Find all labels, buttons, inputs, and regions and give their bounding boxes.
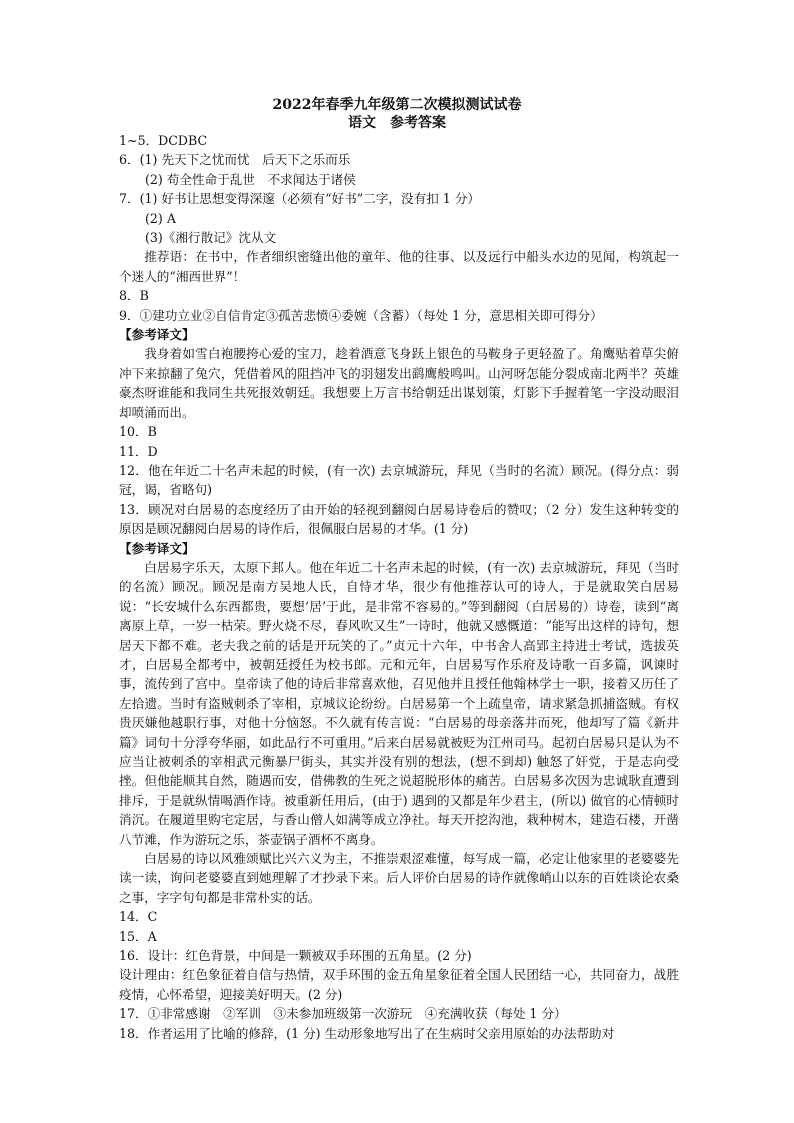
answer-16-reason: 设计理由：红色象征着自信与热情，双手环围的金五角星象征着全国人民团结一心，共同奋力，战胜疫情，心怀希望，迎接美好明天。(2 分) — [119, 967, 679, 1002]
answer-12: 12．他在年近二十名声未起的时候，(有一次) 去京城游玩，拜见（当时的名流）顾况。(得分点：弱冠，谒，省略句) — [119, 462, 679, 498]
answer-6-1: 6．(1) 先天下之忧而忧 后天下之乐而乐 — [119, 152, 351, 168]
reference-translation-heading-1: 【参考译文】 — [119, 327, 195, 343]
answer-content — [119, 131, 679, 1043]
answer-15: 15．A — [119, 928, 157, 944]
header — [0, 96, 794, 132]
answer-1-5: 1~5．DCDBC — [119, 133, 208, 148]
answer-9: 9．①建功立业②自信肯定③孤苦悲愤④委婉（含蓄）（每处 1 分，意思相关即可得分） — [119, 307, 603, 323]
answer-17: 17．①非常感谢 ②军训 ③未参加班级第一次游玩 ④充满收获（每处 1 分） — [119, 1006, 567, 1022]
answer-10: 10．B — [119, 424, 157, 440]
answer-8: 8．B — [119, 288, 149, 304]
answer-7-2: (2) A — [145, 210, 176, 226]
reference-translation-1: 我身着如雪白袍腰挎心爱的宝刀，趁着酒意飞身跃上银色的马鞍身子更轻盈了。角鹰贴着草尖俯冲下来掠翻了兔穴，凭借着风的阻挡冲飞的羽翅发出鹞鹰般鸣叫。山河呀怎能分裂成南北两半？英雄豪杰呀谁能和我同生共死报效朝廷。我想要上万言书给朝廷出谋划策，灯影下手握着笔一字没动眼泪却喷涌而出。 — [119, 346, 679, 420]
answer-18: 18．作者运用了比喻的修辞，(1 分) 生动形象地写出了在生病时父亲用原始的办法帮助对 — [119, 1025, 615, 1041]
answer-13: 13．顾况对白居易的态度经历了由开始的轻视到翻阅白居易诗卷后的赞叹；（2 分）发生这种转变的原因是顾况翻阅白居易的诗作后，很佩服白居易的才华。(1 分) — [119, 501, 679, 537]
answer-6-2: (2) 苟全性命于乱世 不求闻达于诸侯 — [145, 171, 356, 187]
reference-translation-2-para-2: 白居易的诗以风雅颂赋比兴六义为主，不推崇艰涩难懂，每写成一篇，必定让他家里的老婆婆先读一读，询问老婆婆直到她理解了才抄录下来。后人评价白居易的诗作就像峭山以东的百姓谈论农桑之事，字字句句都是非常朴实的话。 — [119, 851, 679, 905]
answer-11: 11．D — [119, 443, 158, 459]
answer-7-1: 7．(1) 好书让思想变得深邃（必须有“好书”二字，没有扣 1 分） — [119, 191, 481, 207]
reference-translation-heading-2: 【参考译文】 — [119, 540, 195, 556]
answer-16-design: 16．设计：红色背景，中间是一颗被双手环围的五角星。(2 分) — [119, 948, 472, 964]
answer-14: 14．C — [119, 909, 158, 925]
page-subtitle: 语文 参考答案 — [348, 115, 446, 131]
page-title: 2022年春季九年级第二次模拟测试试卷 — [272, 97, 522, 113]
answer-7-recommendation: 推荐语：在书中，作者细织密缝出他的童年、他的往事、以及远行中船头水边的见闻，构筑起一个迷人的“湘西世界”！ — [119, 249, 679, 284]
reference-translation-2-para-1: 白居易字乐天，太原下邽人。他在年近二十名声未起的时候，(有一次) 去京城游玩，拜见（当时的名流）顾况。顾况是南方吴地人氏，自恃才华，很少有他推荐认可的诗人，于是就取笑白居易说：“长安城什么东西都贵，要想‘居’于此，是非常不容易的。”等到翻阅（白居易的）诗卷，读到“离离原上草，一岁一枯荣。野火烧不尽，春风吹又生”一诗时，他就又感慨道：“能写出这样的诗句，想居天下都不难。老夫我之前的话是开玩笑的了。”贞元十六年，中书舍人高郢主持进士考试，选拔英才，白居易全都考中，被朝廷授任为校书郎。元和元年，白居易写作乐府及诗歌一百多篇，讽谏时事，流传到了宫中。皇帝读了他的诗后非常喜欢他，召见他并且授任他翰林学士一职，接着又历任了左拾遗。当时有盗贼刺杀了宰相，京城议论纷纷。白居易第一个上疏皇帝，请求紧急抓捕盗贼。有权贵厌嫌他越职行事，对他十分恼怒。不久就有传言说：“白居易的母亲落井而死，他却写了篇《新井篇》词句十分浮夸华丽，如此品行不可重用。”后来白居易就被贬为江州司马。起初白居易只是认为不应当让被刺杀的宰相武元衡暴尸街头，其实并没有别的想法，(想不到却) 触怒了奸党，于是志向受挫。但他能顺其自然，随遇而安，借佛教的生死之说超脱形体的痛苦。白居易多次因为忠诚耿直遭到排斥，于是就纵情喝酒作诗。被重新任用后，(由于) 遇到的又都是年少君主，(所以) 做官的心情顿时消沉。在履道里购宅定居，与香山僧人如满等成立净社。每天开挖沟池，栽种树木，建造石楼，开凿八节滩，作为游玩之乐，茶壶锅子酒杯不离身。 — [119, 559, 679, 847]
answer-7-3: (3)《湘行散记》沈从文 — [145, 230, 277, 246]
